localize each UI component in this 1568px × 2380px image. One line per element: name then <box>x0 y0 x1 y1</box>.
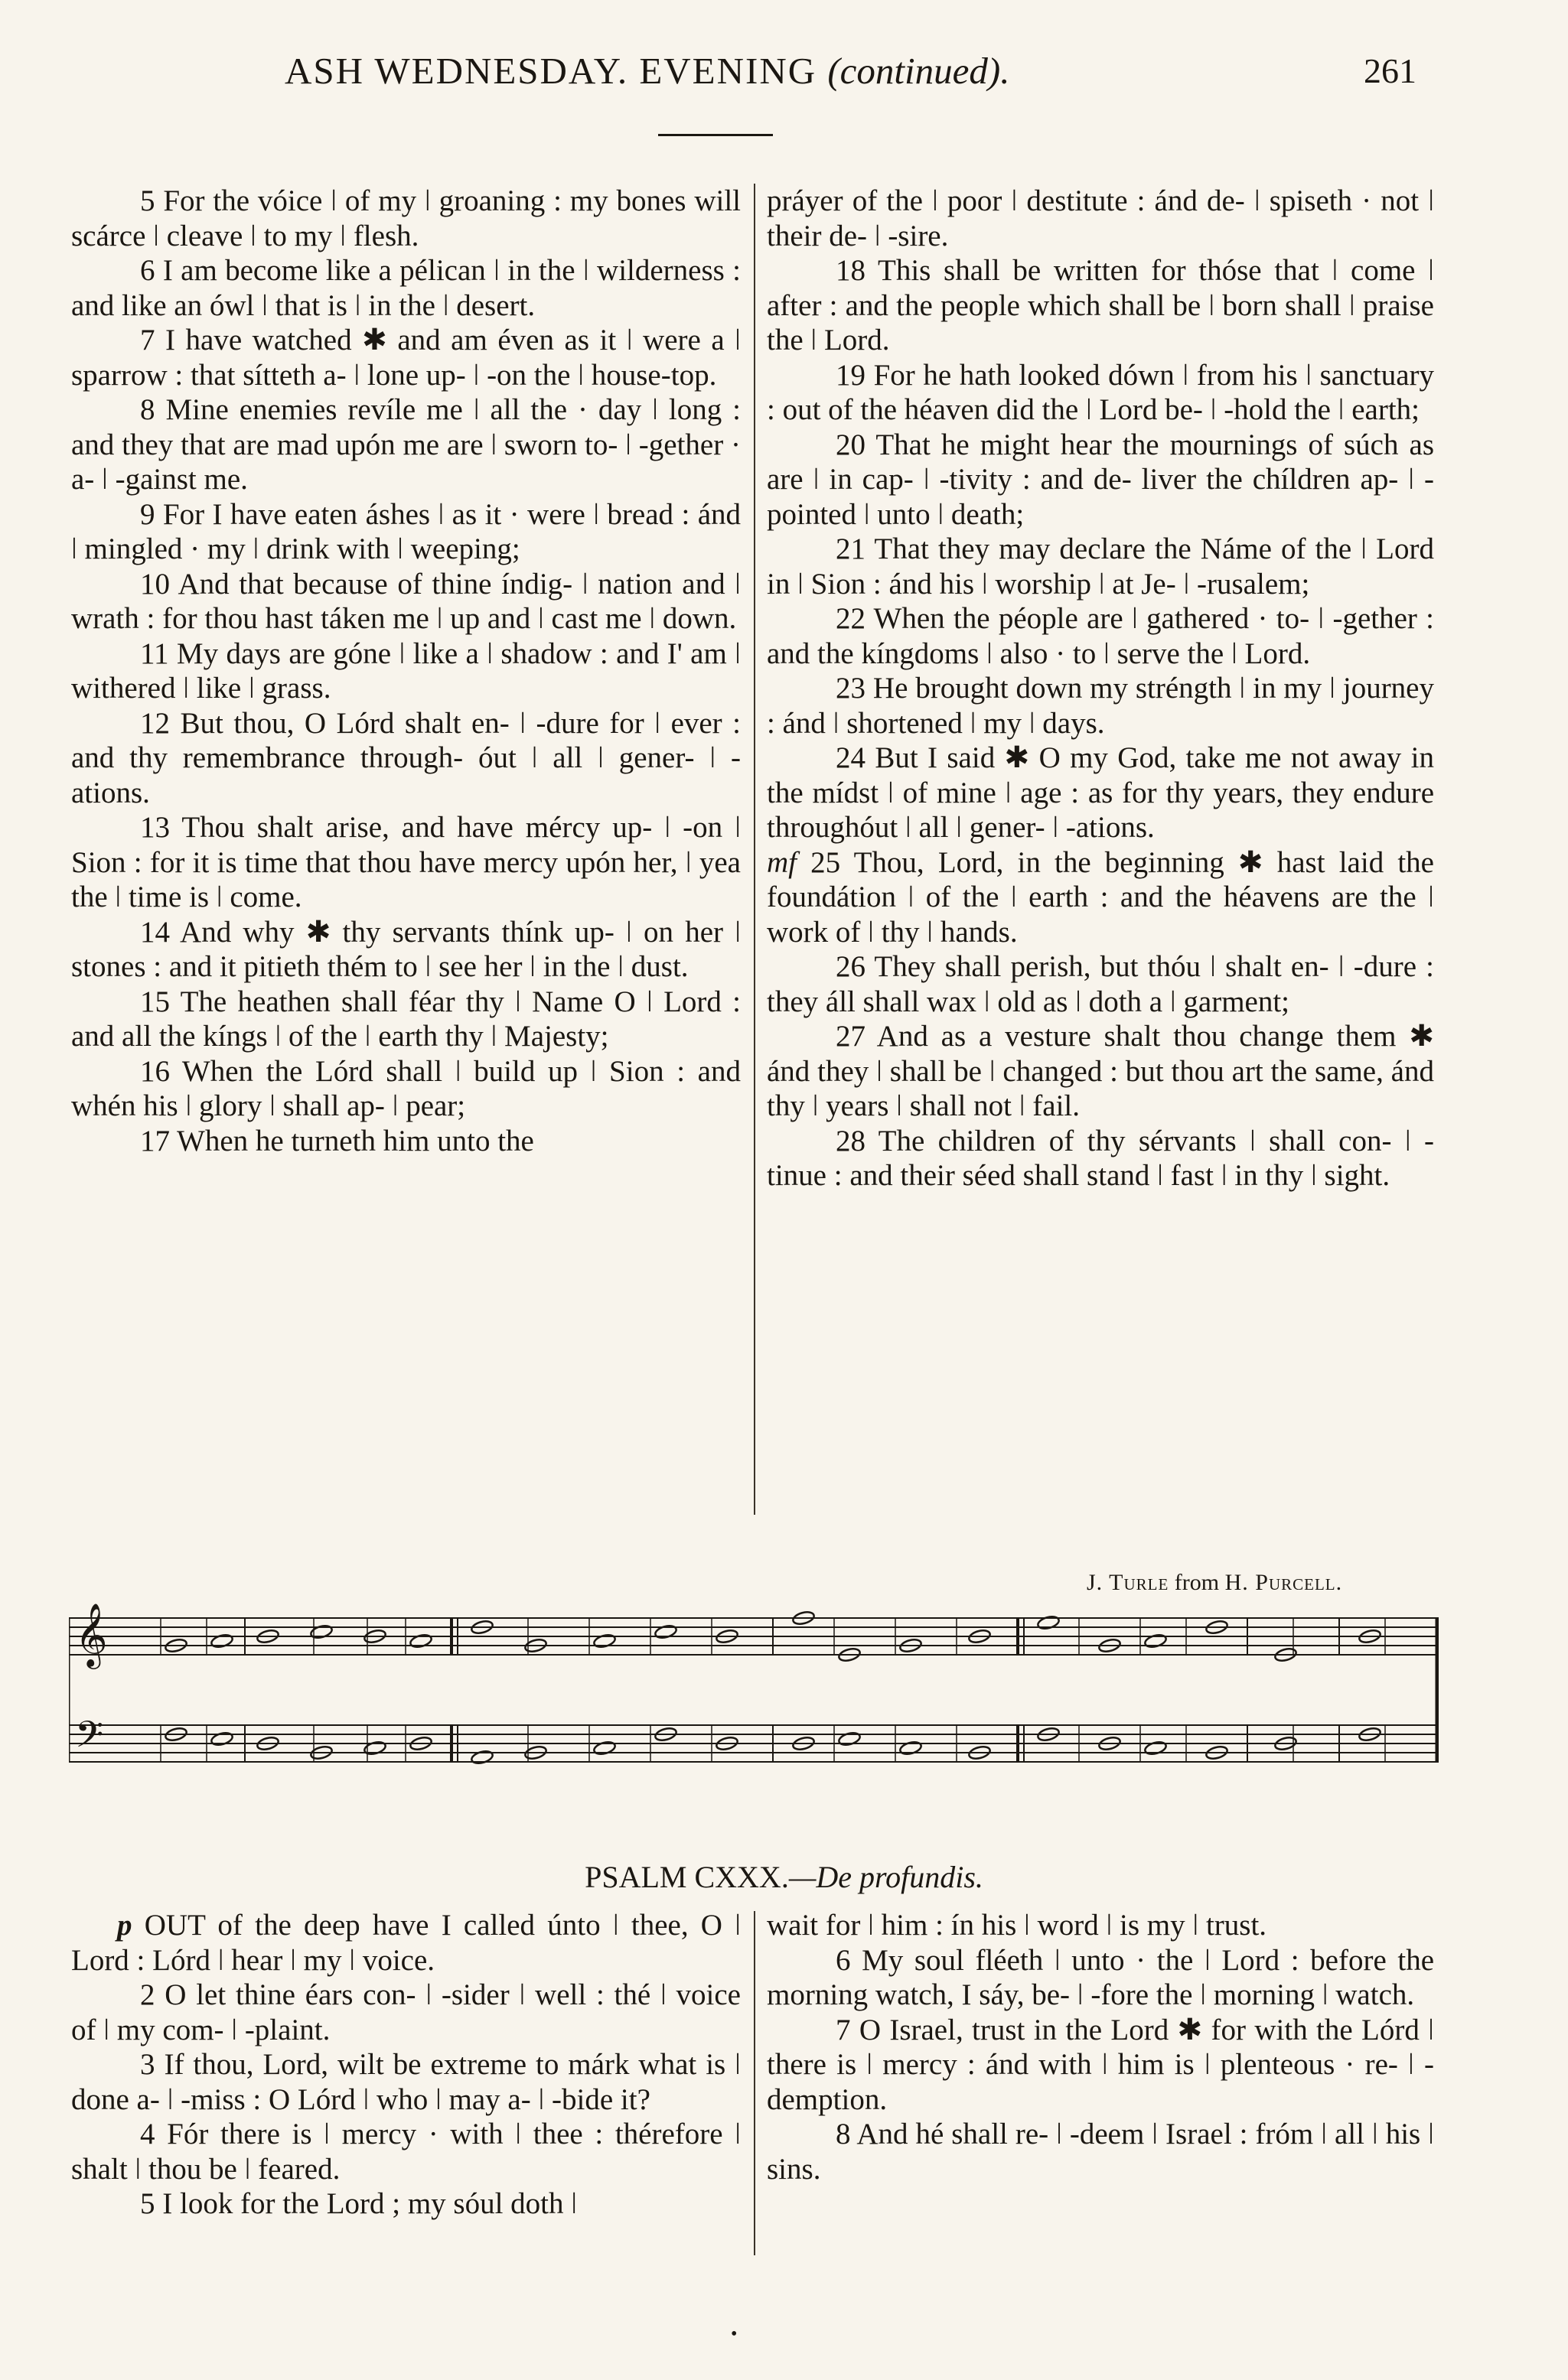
verse: 5 I look for the Lord ; my sóul doth ǀ <box>140 2187 578 2220</box>
verse: 6 I am become like a pélican ǀ in the ǀ wilderness : and like an ówl ǀ that is ǀ in the ǀ desert. <box>71 254 741 322</box>
dynamic-mark: mf <box>767 845 797 879</box>
footer-mark: • <box>731 2324 738 2344</box>
verse: 20 That he might hear the mournings of súch as are ǀ in cap- ǀ -tivity : and de- liver the chíldren ap- ǀ -pointed ǀ unto ǀ death; <box>767 428 1434 531</box>
psalm-right-column <box>767 1908 1434 2186</box>
verse: 13 Thou shalt arise, and have mércy up- ǀ -on ǀ Sion : for it is time that thou have mercy upón her, ǀ yea the ǀ time is ǀ come. <box>71 811 741 913</box>
chant-score <box>69 1595 1439 1809</box>
verse: 14 And why ✱ thy servants thínk up- ǀ on her ǀ stones : and it pitieth thém to ǀ see her ǀ in the ǀ dust. <box>71 915 741 983</box>
verse: práyer of the ǀ poor ǀ destitute : ánd de- ǀ spiseth · not ǀ their de- ǀ -sire. <box>767 184 1434 252</box>
verse: 4 Fór there is ǀ mercy · with ǀ thee : thérefore ǀ shalt ǀ thou be ǀ feared. <box>71 2118 741 2186</box>
verse: 21 That they may declare the Náme of the ǀ Lord in ǀ Sion : ánd his ǀ worship ǀ at Je- ǀ -rusalem; <box>767 532 1434 601</box>
page-number: 261 <box>1364 51 1416 90</box>
verse: 17 When he turneth him unto the <box>140 1124 534 1157</box>
verse: 9 For I have eaten áshes ǀ as it · were ǀ bread : ánd ǀ mingled · my ǀ drink with ǀ weeping; <box>71 497 741 565</box>
svg-text:𝄞: 𝄞 <box>75 1604 108 1665</box>
verse: p OUT of the deep have I called únto ǀ thee, O ǀ Lord : Lórd ǀ hear ǀ my ǀ voice. <box>71 1909 741 1977</box>
running-title: ASH WEDNESDAY. EVENING (continued). <box>285 50 1010 92</box>
header-rule <box>658 134 773 136</box>
verse: 16 When the Lórd shall ǀ build up ǀ Sion : and whén his ǀ glory ǀ shall ap- ǀ pear; <box>71 1054 741 1122</box>
verse: 18 This shall be written for thóse that ǀ come ǀ after : and the people which shall be ǀ born shall ǀ praise the ǀ Lord. <box>767 254 1434 357</box>
verse: wait for ǀ him : ín his ǀ word ǀ is my ǀ trust. <box>767 1909 1267 1942</box>
psalm-left-column <box>71 1908 741 2222</box>
verse: 22 When the péople are ǀ gathered · to- ǀ -gether : and the kíngdoms ǀ also · to ǀ serve the ǀ Lord. <box>767 602 1434 670</box>
verse: 15 The heathen shall féar thy ǀ Name O ǀ Lord : and all the kíngs ǀ of the ǀ earth thy ǀ Majesty; <box>71 985 741 1053</box>
running-header <box>0 49 1568 103</box>
psalm-subtitle: —De profundis. <box>788 1860 983 1894</box>
verse: 26 They shall perish, but thóu ǀ shalt en- ǀ -dure : they áll shall wax ǀ old as ǀ doth a ǀ garment; <box>767 950 1434 1018</box>
column-divider-bottom <box>754 1911 755 2255</box>
dynamic-mark: p <box>117 1909 132 1942</box>
verse-mf: mf 25 Thou, Lord, in the beginning ✱ hast laid the foundátion ǀ of the ǀ earth : and the héavens are the ǀ work of ǀ thy ǀ hands. <box>767 845 1434 949</box>
running-title-continued: (continued). <box>827 50 1010 92</box>
verse: 8 Mine enemies revíle me ǀ all the · day ǀ long : and they that are mad upón me are ǀ sworn to- ǀ -gether · a- ǀ -gainst me. <box>71 393 741 496</box>
verse: 2 O let thine éars con- ǀ -sider ǀ well : thé ǀ voice of ǀ my com- ǀ -plaint. <box>71 1978 741 2046</box>
verse: 7 O Israel, trust in the Lord ✱ for with the Lórd ǀ there is ǀ mercy : ánd with ǀ him is ǀ plenteous · re- ǀ -demption. <box>767 2013 1434 2116</box>
verse: 28 The children of thy sérvants ǀ shall con- ǀ -tinue : and their séed shall stand ǀ fast ǀ in thy ǀ sight. <box>767 1124 1434 1192</box>
verse: 10 And that because of thine índig- ǀ nation and ǀ wrath : for thou hast táken me ǀ up and ǀ cast me ǀ down. <box>71 567 741 635</box>
verse: 12 But thou, O Lórd shalt en- ǀ -dure for ǀ ever : and thy remembrance through- óut ǀ all ǀ gener- ǀ -ations. <box>71 706 741 809</box>
svg-text:𝄢: 𝄢 <box>75 1714 104 1764</box>
verse: 3 If thou, Lord, wilt be extreme to márk what is ǀ done a- ǀ -miss : O Lórd ǀ who ǀ may a- ǀ -bide it? <box>71 2048 741 2116</box>
verse: 27 And as a vesture shalt thou change them ✱ ánd they ǀ shall be ǀ changed : but thou art the same, ánd thy ǀ years ǀ shall not ǀ fail. <box>767 1020 1434 1122</box>
verse: 24 But I said ✱ O my God, take me not away in the mídst ǀ of mine ǀ age : as for thy years, they endure throughóut ǀ all ǀ gener- ǀ -ations. <box>767 741 1434 844</box>
verse: 7 I have watched ✱ and am éven as it ǀ were a ǀ sparrow : that sítteth a- ǀ lone up- ǀ -on the ǀ house-top. <box>71 324 741 392</box>
right-column-verses <box>767 184 1434 1193</box>
verse: 23 He brought down my stréngth ǀ in my ǀ journey : ánd ǀ shortened ǀ my ǀ days. <box>767 672 1434 740</box>
verse: 11 My days are góne ǀ like a ǀ shadow : and I' am ǀ withered ǀ like ǀ grass. <box>71 637 741 705</box>
chant-attribution: J. Turle from H. Purcell. <box>1087 1570 1343 1595</box>
left-column-verses <box>71 184 741 1158</box>
verse: 8 And hé shall re- ǀ -deem ǀ Israel : fróm ǀ all ǀ his ǀ sins. <box>767 2118 1434 2186</box>
column-divider-top <box>754 184 755 1515</box>
verse: 6 My soul fléeth ǀ unto · the ǀ Lord : before the morning watch, I sáy, be- ǀ -fore the ǀ morning ǀ watch. <box>767 1943 1434 2011</box>
verse: 19 For he hath looked dówn ǀ from his ǀ sanctuary : out of the héaven did the ǀ Lord be- ǀ -hold the ǀ earth; <box>767 358 1434 426</box>
verse: 5 For the vóice ǀ of my ǀ groaning : my bones will scárce ǀ cleave ǀ to my ǀ flesh. <box>71 184 741 252</box>
psalm-title: PSALM CXXX.—De profundis. <box>585 1860 983 1894</box>
